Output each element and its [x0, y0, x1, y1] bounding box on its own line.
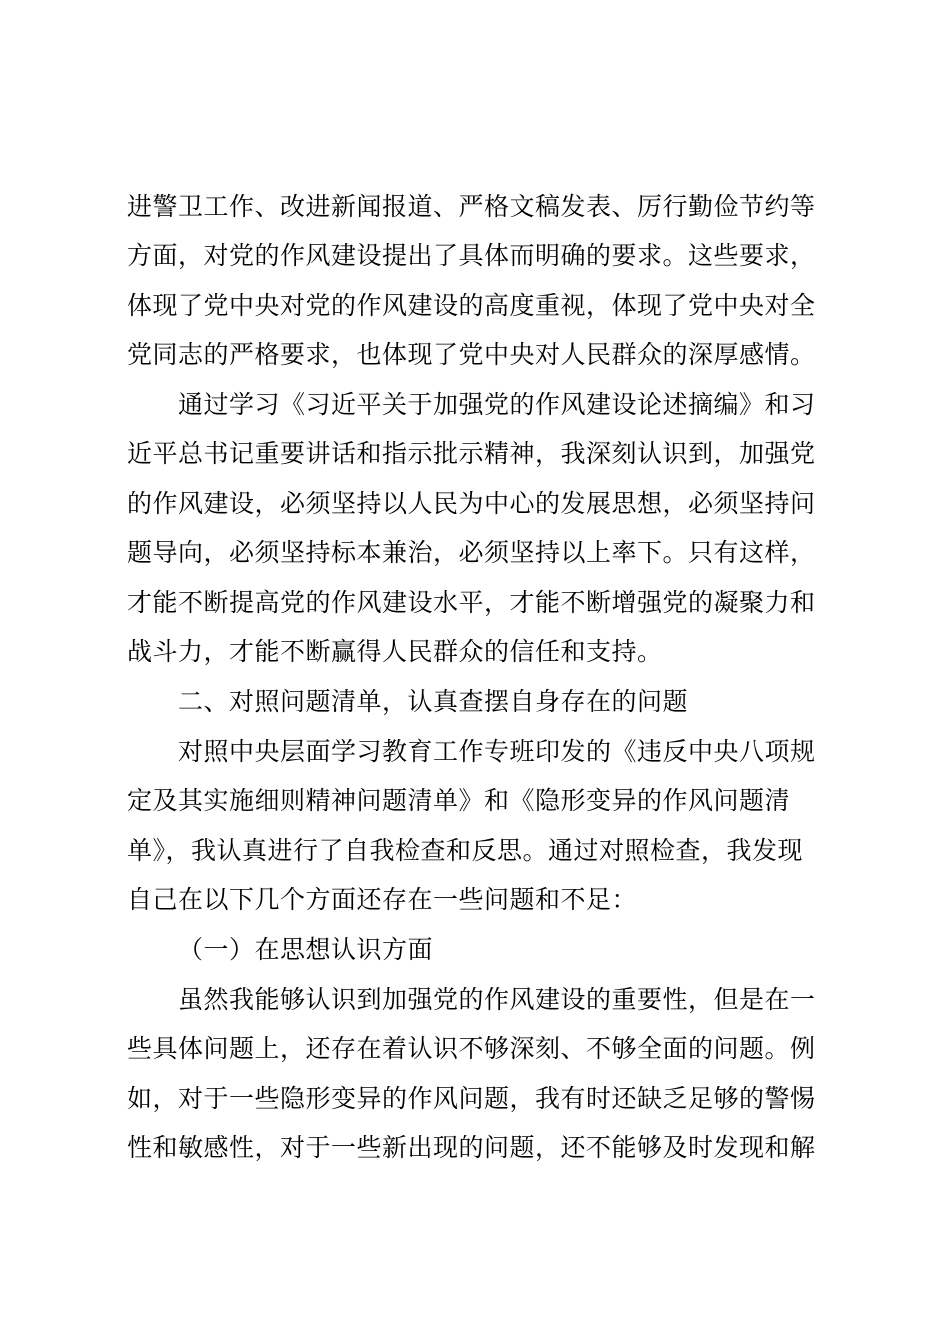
text-line: 才能不断提高党的作风建设水平，才能不断增强党的凝聚力和: [127, 588, 816, 617]
text-line: 的作风建设，必须坚持以人民为中心的发展思想，必须坚持问: [127, 489, 816, 518]
text-line: 党同志的严格要求，也体现了党中央对人民群众的深厚感情。: [127, 340, 816, 369]
text-line: 如，对于一些隐形变异的作风问题，我有时还缺乏足够的警惕: [127, 1084, 816, 1113]
paragraph-start-line: 虽然我能够认识到加强党的作风建设的重要性，但是在一: [178, 985, 816, 1014]
text-line: 进警卫工作、改进新闻报道、严格文稿发表、厉行勤俭节约等: [127, 192, 816, 221]
text-line: 些具体问题上，还存在着认识不够深刻、不够全面的问题。例: [127, 1034, 816, 1063]
text-line: 性和敏感性，对于一些新出现的问题，还不能够及时发现和解: [127, 1133, 816, 1162]
text-line: 题导向，必须坚持标本兼治，必须坚持以上率下。只有这样，: [127, 538, 816, 567]
text-line: 战斗力，才能不断赢得人民群众的信任和支持。: [127, 637, 663, 666]
section-heading: 二、对照问题清单，认真查摆自身存在的问题: [178, 687, 689, 716]
text-line: 方面，对党的作风建设提出了具体而明确的要求。这些要求，: [127, 241, 816, 270]
text-line: 体现了党中央对党的作风建设的高度重视，体现了党中央对全: [127, 291, 816, 320]
paragraph-start-line: 通过学习《习近平关于加强党的作风建设论述摘编》和习: [178, 390, 816, 419]
text-line: 定及其实施细则精神问题清单》和《隐形变异的作风问题清: [127, 786, 791, 815]
text-line: 单》，我认真进行了自我检查和反思。通过对照检查，我发现: [127, 836, 804, 865]
text-line: 自己在以下几个方面还存在一些问题和不足：: [127, 885, 638, 914]
subsection-heading: （一）在思想认识方面: [178, 935, 434, 964]
text-line: 近平总书记重要讲话和指示批示精神，我深刻认识到，加强党: [127, 439, 816, 468]
paragraph-start-line: 对照中央层面学习教育工作专班印发的《违反中央八项规: [178, 737, 816, 766]
